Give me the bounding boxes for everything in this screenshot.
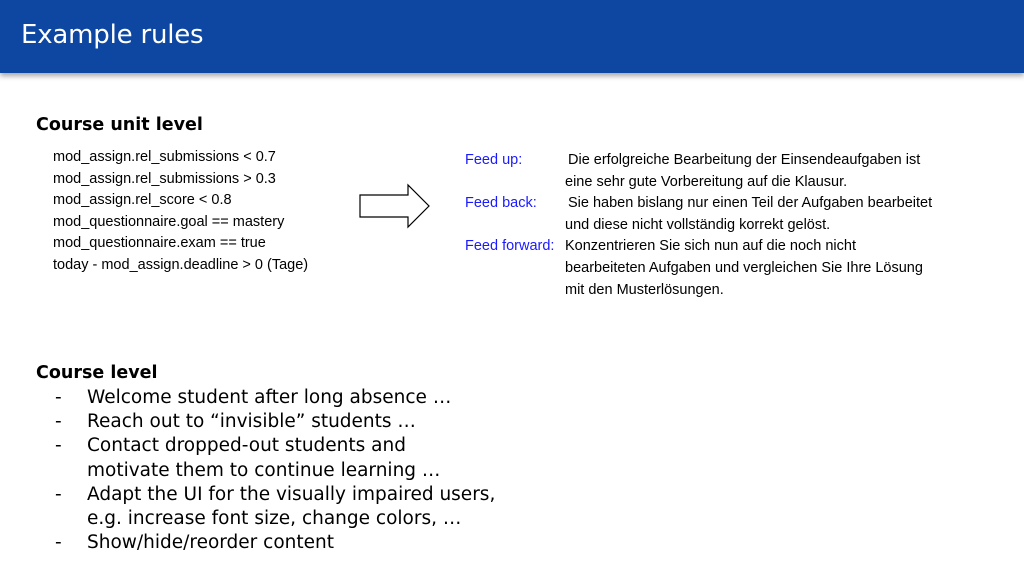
list-item bbox=[55, 483, 495, 531]
rule-condition: mod_assign.rel_score < 0.8 bbox=[53, 192, 232, 209]
feedback-panel bbox=[465, 150, 975, 301]
feed-back-row bbox=[465, 193, 975, 236]
feed-forward-text bbox=[565, 236, 975, 301]
feedback-line: Die erfolgreiche Bearbeitung der Einsendeaufgaben ist bbox=[568, 152, 921, 168]
feedback-line: mit den Musterlösungen. bbox=[565, 281, 724, 298]
list-item bbox=[55, 531, 495, 555]
list-item-text: motivate them to continue learning … bbox=[87, 459, 441, 481]
list-item-text: Welcome student after long absence … bbox=[87, 387, 452, 408]
page-title: Example rules bbox=[21, 20, 204, 50]
list-item bbox=[55, 434, 495, 482]
feedback-line: bearbeiteten Aufgaben und vergleichen Sie Ihre Lösung bbox=[565, 259, 923, 276]
feedback-line: und diese nicht vollständig korrekt gelöst. bbox=[565, 216, 831, 233]
rule-condition: mod_assign.rel_submissions < 0.7 bbox=[53, 149, 276, 165]
feed-forward-row bbox=[465, 236, 975, 301]
course-unit-heading: Course unit level bbox=[36, 115, 203, 135]
bullet-dash: - bbox=[55, 483, 62, 505]
feed-up-text bbox=[565, 150, 975, 193]
feed-back-label: Feed back: bbox=[465, 195, 537, 212]
course-level-list bbox=[55, 386, 495, 555]
feed-up-row bbox=[465, 150, 975, 193]
rule-condition: mod_questionnaire.goal == mastery bbox=[53, 213, 285, 230]
list-item-text: Adapt the UI for the visually impaired users, bbox=[87, 483, 496, 505]
list-item-text: Reach out to “invisible” students … bbox=[87, 411, 416, 433]
rule-conditions-list bbox=[53, 147, 308, 277]
list-item bbox=[55, 386, 495, 410]
title-bar bbox=[0, 0, 1024, 73]
feedback-line: Konzentrieren Sie sich nun auf die noch nicht bbox=[565, 238, 856, 255]
bullet-dash: - bbox=[55, 411, 62, 433]
course-level-heading: Course level bbox=[36, 363, 158, 383]
feedback-line: eine sehr gute Vorbereitung auf die Klausur. bbox=[565, 173, 848, 190]
feed-up-label: Feed up: bbox=[465, 152, 523, 168]
bullet-dash: - bbox=[55, 532, 62, 554]
feedback-line: Sie haben bislang nur einen Teil der Aufgaben bearbeitet bbox=[568, 195, 933, 212]
bullet-dash: - bbox=[55, 435, 62, 457]
list-item-text: e.g. increase font size, change colors, … bbox=[87, 508, 462, 530]
bullet-dash: - bbox=[55, 387, 62, 408]
list-item-text: Show/hide/reorder content bbox=[87, 532, 334, 554]
right-arrow-icon bbox=[358, 183, 432, 229]
rule-condition: mod_questionnaire.exam == true bbox=[53, 235, 266, 252]
list-item bbox=[55, 410, 495, 434]
rule-condition: mod_assign.rel_submissions > 0.3 bbox=[53, 170, 276, 187]
list-item-text: Contact dropped-out students and bbox=[87, 435, 406, 457]
rule-condition: today - mod_assign.deadline > 0 (Tage) bbox=[53, 256, 309, 273]
feed-forward-label: Feed forward: bbox=[465, 238, 555, 255]
feed-back-text bbox=[565, 193, 975, 236]
